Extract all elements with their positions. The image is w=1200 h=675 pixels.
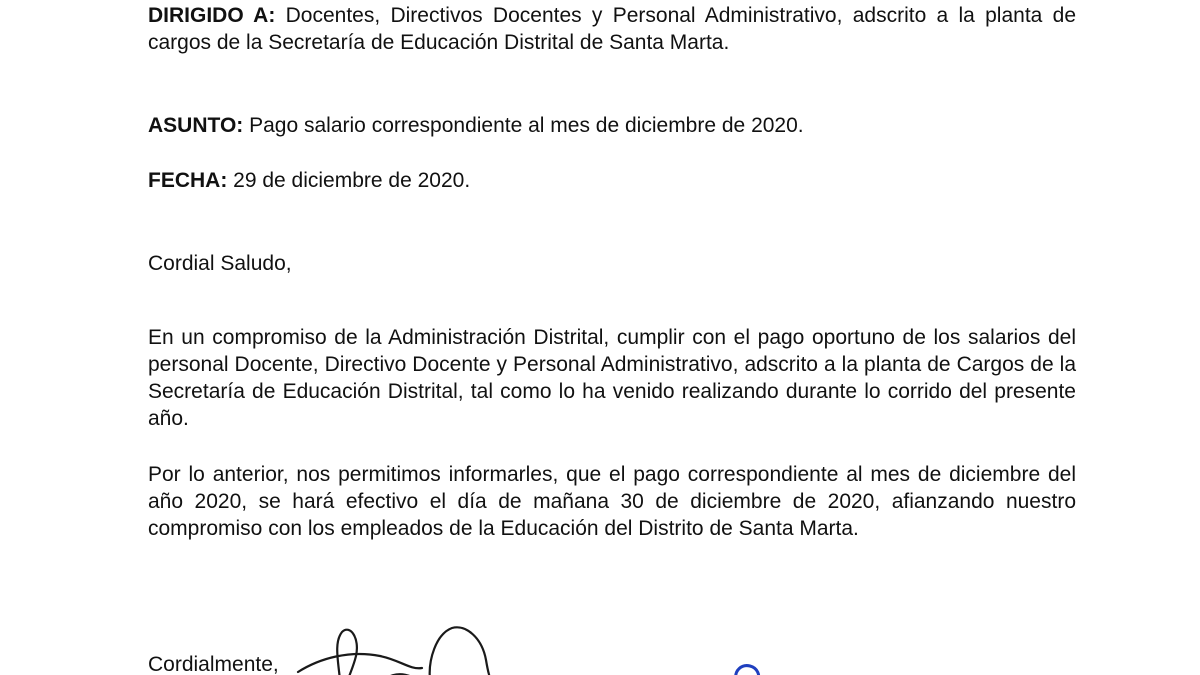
addressed-to-text: Docentes, Directivos Docentes y Personal Administrativo, adscrito a la planta de cargos de la Secretaría de Educación Distrital de Santa Marta. bbox=[148, 4, 1076, 54]
signature-icon bbox=[290, 620, 520, 675]
subject-line bbox=[148, 112, 1076, 139]
date-line bbox=[148, 167, 1076, 194]
date-text: 29 de diciembre de 2020. bbox=[227, 169, 471, 192]
greeting: Cordial Saludo, bbox=[148, 252, 292, 275]
subject-label: ASUNTO: bbox=[148, 114, 244, 137]
date-label: FECHA: bbox=[148, 169, 228, 192]
stamp-icon bbox=[728, 660, 768, 675]
addressed-to bbox=[148, 2, 1076, 56]
body-paragraph-2: Por lo anterior, nos permitimos informarles, que el pago correspondiente al mes de diciembre del año 2020, se hará efectivo el día de mañana 30 de diciembre de 2020, afianzando nuestro compromiso con los empleados de la Educación del Distrito de Santa Marta. bbox=[148, 463, 1076, 540]
closing: Cordialmente, bbox=[148, 653, 279, 675]
body-paragraph-1: En un compromiso de la Administración Distrital, cumplir con el pago oportuno de los salarios del personal Docente, Directivo Docente y Personal Administrativo, adscrito a la planta de Cargos de la Secretaría de Educación Distrital, tal como lo ha venido realizando durante lo corrido del presente año. bbox=[148, 326, 1076, 430]
subject-text: Pago salario correspondiente al mes de diciembre de 2020. bbox=[243, 114, 804, 137]
addressed-to-label: DIRIGIDO A: bbox=[148, 4, 276, 27]
